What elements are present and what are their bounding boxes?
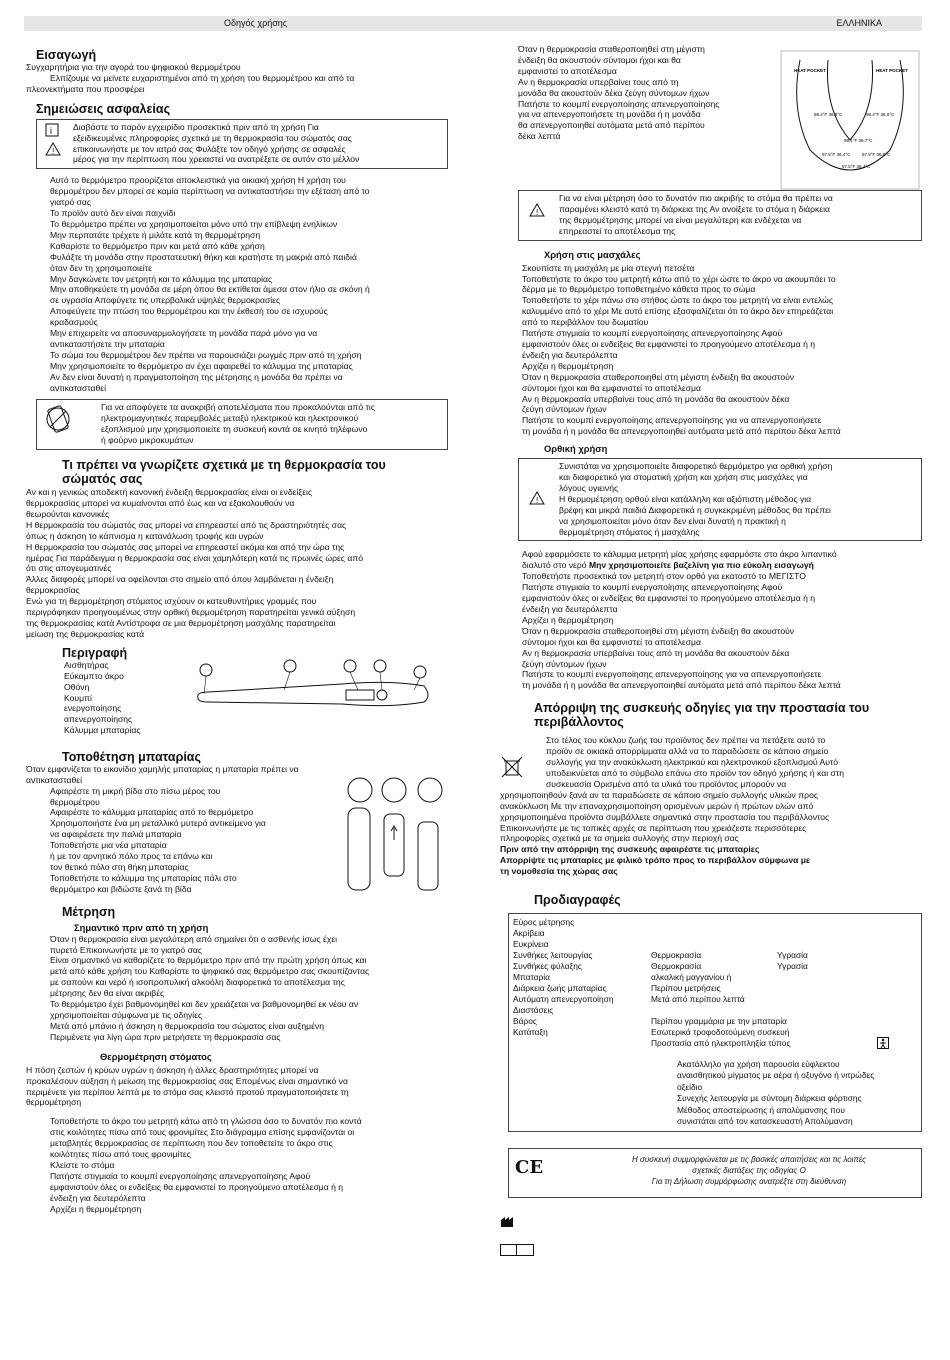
safety-note-line: μέρος για την περίπτωση που χρειαστεί να ανατρέξετε σε αυτόν στο μέλλον <box>73 154 360 165</box>
bold-line: Πριν από την απόρριψη της συσκευής αφαιρέστε τις μπαταρίες <box>500 844 760 855</box>
spec-cell: Αυτόματη απενεργοποίηση <box>513 994 614 1005</box>
text-line: από το περιβάλλον του δωματίου <box>522 317 649 328</box>
text-line: γιατρό σας <box>50 197 92 208</box>
spec-cell: Υγρασία <box>777 950 808 961</box>
text-line: Όταν η θερμοκρασία είναι μεγαλύτερη από σημαίνει ότι ο ασθενής ίσως έχει <box>50 933 338 944</box>
text-line: κραδασμούς <box>50 317 98 328</box>
text-line: Επικοινωνήστε με τις τοπικές αρχές σε περίπτωση που χρειάζεστε περισσότερες <box>500 822 807 833</box>
text-line: Εύκαμπτο άκρο <box>64 670 124 681</box>
text-line: τη μονάδα ή η μονάδα θα απενεργοποιηθεί αυτόματα μετά από περίπου δέκα λεπτά <box>522 426 841 437</box>
safety-note-line: Διαβάστε το παρόν εγχειρίδιο προσεκτικά πριν από τη χρήση Για <box>73 121 319 132</box>
spec-cell: Περίπου μετρήσεις <box>651 983 721 994</box>
text-line: βρέφη και μικρά παιδιά Διαφορετικά η συγκεκριμένη μέθοδος θα πρέπει <box>559 504 831 515</box>
text-line: σύντομοι ήχοι και θα εμφανιστεί το αποτέλεσμα <box>522 636 701 647</box>
text-line: και διαφορετικό για στοματική χρήση και χρήση στις μασχάλες για <box>559 472 808 483</box>
rectal-warning <box>518 458 922 541</box>
text-line: ανακύκλωση Με την επαναχρησιμοποίηση ορισμένων μερών ή πρώτων υλών από <box>500 800 814 811</box>
spec-extra-line: αναισθητικού μίγματος με αέρα ή οξυγόνο ή νιτρώδες <box>677 1070 875 1081</box>
text-line: Πατήστε στιγμιαία το κουμπί ενεργοποίησης απενεργοποίησης Αφού <box>522 582 783 593</box>
svg-text:98.4°F 36.9°C: 98.4°F 36.9°C <box>866 112 895 117</box>
spec-cell: Εσωτερικά τροφοδοτούμενη συσκευή <box>651 1027 790 1038</box>
ce-mark: CE <box>515 1157 544 1179</box>
text-line: Η θερμομέτρηση ορθού είναι κατάλληλη και αξιόπιστη μέθοδος για <box>559 493 812 504</box>
left-column <box>26 42 448 1215</box>
manufacturer-icon <box>500 1216 514 1228</box>
text-line: Συνιστάται να χρησιμοποιείτε διαφορετικό θερμόμετρο για ορθική χρήση <box>559 461 833 472</box>
specs-title: Προδιαγραφές <box>534 893 621 908</box>
rectal-title: Ορθική χρήση <box>544 443 608 455</box>
safety-note-line: εξειδικευμένες πληροφορίες σχετικά με τη θερμοκρασία του σώματός σας <box>73 132 352 143</box>
text-line: ότι στις απογευματινές <box>26 563 112 574</box>
text-line: δέρμα με το θερμόμετρο τοποθετημένο κάθετα προς το σώμα <box>522 284 756 295</box>
safety-title: Σημειώσεις ασφαλείας <box>36 101 171 116</box>
ce-text: Η συσκευή συμμορφώνεται με τις βασικές απαιτήσεις και τις λοιπές σχετικές διατάξεις της οδηγίας Ο Για τη Δήλωση συμμόρφωσης ανατρέξτε στη διεύθυνση <box>632 1155 866 1187</box>
svg-text:97.5°F 36.4°C: 97.5°F 36.4°C <box>842 164 871 169</box>
text-line: σε υγρασία Αποφύγετε τις υπερβολικά υψηλές θερμοκρασίες <box>50 295 281 306</box>
battery-block <box>26 786 448 895</box>
intro-line: πλεονεκτήματα που προσφέρει <box>26 83 145 94</box>
text-line: μέτρησης δεν θα είναι ακριβές <box>50 988 165 999</box>
heat-pocket-label-right: HEAT POCKET <box>876 68 908 73</box>
spec-cell: Διάρκεια ζωής μπαταρίας <box>513 983 607 994</box>
description-title: Περιγραφή <box>62 645 128 660</box>
spec-cell: Συνθήκες φύλαξης <box>513 961 582 972</box>
text-line: Όταν η θερμοκρασία σταθεροποιηθεί στη μέγιστη ένδειξη θα ακουστούν <box>522 371 795 382</box>
text-line: της θερμοκρασίας κατά Αντίστροφα σε μια θερμομέτρηση μασχάλης παρατηρείται <box>26 617 336 628</box>
rectal-steps: Αφού εφαρμόσετε το κάλυμμα μετρητή μίας χρήσης εφαρμόστε στο άκρο λιπαντικό διαλυτό στο νερό Μην χρησιμοποιείτε βαζελίνη για πιο εύκολη εισαγωγή Τοποθετήστε προσεκτικά τον μετρητή στον ορθό για εκατοστό το ΜΕΓΙΣΤΟ Πατήστε στιγμιαία το κουμπί ενεργοποίησης απενεργοποίησης Αφού εμφανιστούν όλες οι ενδείξεις θα εμφανιστεί το προηγούμενο αποτέλεσμα ή η ένδειξη για δευτερόλεπτα Αρχίζει η θερμομέτρηση Όταν η θερμοκρασία σταθεροποιηθεί στη μέγιστη ένδειξη θα ακουστούν σύντομοι ήχοι και θα εμφανιστεί το αποτέλεσμα Αν η θερμοκρασία υπερβαίνει τους από τη μονάδα θα ακουστούν δέκα ζεύγη σύντομων ήχων Πατήστε το κουμπί ενεργοποίησης απενεργοποίησης για να απενεργοποιήσετε τη μονάδα ή η μονάδα θα απενεργοποιηθεί αυτόματα μετά από περίπου δέκα λεπτά <box>518 549 922 691</box>
text-line: προϊόν σε οικιακά απορρίμματα αλλά να το παραδώσετε σε κάποιο σημείο <box>546 746 829 757</box>
spec-cell: αλκαλική μαγγανίου ή <box>651 972 732 983</box>
text-line: Τοποθετήστε το άκρο του μετρητή κάτω από το χέρι ώστε το άκρο να ακουμπάει το <box>522 273 836 284</box>
disposal-block <box>500 735 922 877</box>
text-line: Η θερμοκρασία του σώματός σας μπορεί να επηρεαστεί ακόμα και από την ώρα της <box>26 541 345 552</box>
intro-title: Εισαγωγή <box>36 48 97 62</box>
spec-row <box>509 950 921 961</box>
text-line: ένδειξη για δευτερόλεπτα <box>522 604 618 614</box>
text-line: με σαπούνι και νερό ή ισοπροπυλική αλκοόλη διαφορετικά το αποτέλεσμα της <box>50 977 345 988</box>
battery-line: Όταν εμφανίζεται το εικονίδιο χαμηλής μπαταρίας η μπαταρία πρέπει να <box>26 763 299 774</box>
text-line: Μην αποθηκεύετε τη μονάδα σε μέρη όπου θα εκτίθεται άμεσα στον ήλιο σε σκόνη ή <box>50 284 370 295</box>
spec-cell: Ευκρίνεια <box>513 939 549 950</box>
battery-title: Τοποθέτηση μπαταρίας <box>62 749 201 764</box>
text-line: μείωση της θερμοκρασίας κατά <box>26 628 145 639</box>
spec-cell: Προστασία από ηλεκτροπληξία τύπος <box>651 1038 791 1049</box>
oral-continued <box>518 44 922 190</box>
text-line: για να απενεργοποιήσετε τη μονάδα ή η μονάδα <box>518 109 701 120</box>
text-line: Αρχίζει η θερμομέτρηση <box>522 614 614 625</box>
text-line: Η θερμοκρασία του σώματός σας μπορεί να επηρεαστεί από τις δραστηριότητές σας <box>26 519 347 530</box>
text-line: Η πόση ζεστών ή κρύων υγρών η άσκηση ή άλλες δραστηριότητες μπορεί να <box>26 1064 319 1075</box>
text-line: Αυτό το θερμόμετρο προορίζεται αποκλειστικά για οικιακή χρήση Η χρήση του <box>50 175 346 186</box>
text-line: Αν η θερμοκρασία υπερβαίνει τους από τη μονάδα θα ακουστούν δέκα <box>522 393 790 404</box>
text-line: Μην επιχειρείτε να αποσυναρμολογήσετε τη μονάδα παρά μόνο για να <box>50 328 318 339</box>
text-line: θεωρούνται κανονικές <box>26 508 110 519</box>
spec-row <box>509 928 921 939</box>
text-line: χρησιμοποιημένα προϊόντα συμβάλλετε σημαντικά στην προστασία του περιβάλλοντος <box>500 811 830 822</box>
thermometer-diagram <box>192 652 432 714</box>
text-line: Αφαιρέστε το κάλυμμα μπαταρίας από το θερμόμετρο <box>50 807 254 818</box>
svg-text:98.1°F 36.7°C: 98.1°F 36.7°C <box>844 138 873 143</box>
text-line: Οθόνη <box>64 681 90 692</box>
text-line: Μην δαγκώνετε τον μετρητή και το κάλυμμα της μπαταρίας <box>50 273 273 284</box>
text-line: πληροφορίες σχετικά με τα σημεία συλλογής στην περιοχή σας <box>500 833 739 844</box>
text-line: να χρησιμοποιείται μόνο όταν δεν είναι δυνατή η πρακτική η <box>559 515 786 526</box>
text-line: μεταβλητές θερμοκρασίας σε περίπτωση που δεν τοποθετείτε το άκρο στις <box>50 1138 333 1149</box>
text-line: σύντομοι ήχοι και θα εμφανιστεί το αποτέλεσμα <box>522 382 701 393</box>
measure-title: Μέτρηση <box>62 904 116 919</box>
text-line: συλλογής για την ανακύκλωση ηλεκτρικού και ηλεκτρονικού εξοπλισμού Αυτό <box>546 757 839 768</box>
text-line: εμφανιστούν όλες οι ενδείξεις θα εμφανιστεί το προηγούμενο αποτέλεσμα ή η <box>522 593 816 604</box>
weee-bin-icon <box>500 755 524 779</box>
spec-cell: Θερμοκρασία <box>651 961 702 972</box>
text-line: Κλείστε το στόμα <box>50 1159 115 1170</box>
text-line: Μην χρησιμοποιείτε το θερμόμετρο αν έχει αφαιρεθεί το κάλυμμα της μπαταρίας <box>50 360 353 371</box>
svg-text:97.5°F 36.4°C: 97.5°F 36.4°C <box>822 152 851 157</box>
text-line: στις κοιλότητες πίσω από τους φρονιμίτες Στο διάγραμμα επίσης εμφανίζονται οι <box>50 1127 355 1138</box>
oral-list <box>26 1065 448 1109</box>
spec-row <box>509 994 921 1005</box>
text-line: Αν και η γενικώς αποδεκτή κανονική ένδειξη θερμοκρασίας είναι οι ενδείξεις <box>26 487 313 498</box>
page-header <box>24 16 922 31</box>
text-line: Είναι σημαντικό να καθαρίζετε το θερμόμετρο πριν από την πρώτη χρήση όπως και <box>50 955 367 966</box>
know-text <box>26 487 448 640</box>
svg-text:98.4°F 36.9°C: 98.4°F 36.9°C <box>814 112 843 117</box>
spec-extra-line: συνιστάται από τον κατασκευαστή Απολύμανση <box>677 1116 853 1127</box>
text-line: Περιμένετε για λίγη ώρα πριν μετρήσετε τη θερμοκρασία σας <box>50 1031 281 1042</box>
bold-line: Απορρίψτε τις μπαταρίες με φιλικό τρόπο προς το περιβάλλον σύμφωνα με <box>500 855 811 866</box>
text-line: Αφαιρέστε τη μικρή βίδα στο πίσω μέρος του <box>50 785 221 796</box>
text-line: εμφανιστεί το αποτέλεσμα <box>518 65 617 76</box>
ce-box <box>508 1148 922 1198</box>
text-line: Πατήστε το κουμπί ενεργοποίησης απενεργοποίησης για να απενεργοποιήσετε <box>522 669 822 680</box>
spec-row <box>509 917 921 928</box>
emi-note-line: Για να αποφύγετε τα ανακριβή αποτελέσματα που προκαλούνται από τις <box>101 402 375 413</box>
text-line: κοιλότητες πίσω από τους φρονιμίτες <box>50 1149 191 1160</box>
svg-text:97.9°F 36.6°C: 97.9°F 36.6°C <box>862 152 891 157</box>
text-line: θερμοκρασίας μπορεί να κυμαίνονται από έως και να εξακολουθούν να <box>26 498 295 508</box>
mobile-phone-icon <box>45 405 71 435</box>
svg-text:i: i <box>50 125 52 136</box>
spec-cell: Θερμοκρασία <box>651 950 702 961</box>
text-line: Κουμπί <box>64 692 92 703</box>
text-line: ή με τον αρνητικό πόλο προς τα επάνω και <box>50 851 213 862</box>
rectal-list <box>522 571 922 691</box>
svg-text:!: ! <box>536 496 539 506</box>
text-line: Μετά από μπάνιο ή άσκηση η θερμοκρασία του σώματος είναι αυξημένη <box>50 1020 325 1031</box>
battery-line: αντικατασταθεί <box>26 774 83 785</box>
bold-line: τη νομοθεσία της χώρας σας <box>500 866 618 877</box>
text-line: Το προϊόν αυτό δεν είναι παιχνίδι <box>50 208 176 219</box>
text-line: θερμομέτρου δεν μπορεί σε καμία περίπτωση να αντικαταστήσει την εξέταση από το <box>50 186 370 197</box>
text-line: Πατήστε το κουμπί ενεργοποίησης απενεργοποίησης για να απενεργοποιήσετε <box>522 415 822 426</box>
warning-icon <box>45 142 61 156</box>
text-line: Σκουπίστε τη μασχάλη με μία στεγνή πετσέτα <box>522 262 695 273</box>
armpit-list <box>518 263 922 438</box>
safety-note-box <box>36 119 448 170</box>
text-line: Τοποθετήστε μια νέα μπαταρία <box>50 840 167 851</box>
header-left: Οδηγός χρήσης <box>224 18 288 28</box>
spec-cell: Βάρος <box>513 1016 537 1027</box>
text-line: ζεύγη σύντομων ήχων <box>522 404 607 415</box>
mouth-closed-warning: ! Για να είναι μέτρηση όσο το δυνατόν πιο ακριβής το στόμα θα πρέπει να παραμένει κλειστό κατά τη διάρκεια της Αν ανοίξετε το στόμα η διάρκεια της θερμομέτρησης μπορεί να είναι μεγαλύτερη και ενδέχεται να επηρεαστεί το αποτέλεσμα της <box>518 190 922 241</box>
mouth-diagram <box>780 50 920 190</box>
text-line: αντικαταστήσετε την μπαταρία <box>50 338 165 349</box>
heat-pocket-label-left: HEAT POCKET <box>794 68 826 73</box>
svg-text:!: ! <box>536 208 539 217</box>
intro-line: Ελπίζουμε να μείνετε ευχαριστημένοι από τη χρήση του θερμομέτρου και από τα <box>50 72 355 83</box>
text-line: Αρχίζει η θερμομέτρηση <box>50 1203 142 1214</box>
spec-row <box>509 983 921 994</box>
oral-steps <box>26 1116 448 1214</box>
spec-cell: Ακρίβεια <box>513 928 545 939</box>
text-line: Πατήστε στιγμιαία το κουμπί ενεργοποίησης απενεργοποίησης Αφού <box>50 1170 311 1181</box>
intro-text <box>26 62 448 95</box>
svg-text:!: ! <box>52 146 55 156</box>
warning-icon <box>529 491 545 505</box>
text-line: χρησιμοποιείται σύμφωνα με τις οδηγίες <box>50 1010 203 1020</box>
emi-note-line: εξοπλισμού μην χρησιμοποιείτε τη συσκευή κοντά σε κινητό τηλέφωνο <box>101 424 368 435</box>
spec-cell: Υγρασία <box>777 961 808 972</box>
text-line: Αισθητήρας <box>64 659 109 670</box>
text-line: θα απενεργοποιηθεί αυτόματα μετά από περίπου <box>518 120 705 131</box>
text-line: Αν η θερμοκρασία υπερβαίνει τους από τη μονάδα θα ακουστούν δέκα <box>522 647 790 658</box>
description-block <box>26 660 448 740</box>
intro-line: Συγχαρητήρια για την αγορά του ψηφιακού θερμομέτρου <box>26 62 241 72</box>
text-line: τον θετικό πόλο στη θήκη μπαταρίας <box>50 861 189 872</box>
measure-list <box>26 934 448 1043</box>
text-line: Φυλάξτε τη μονάδα στην προστατευτική θήκη και κρατήστε τη μακριά από παιδιά <box>50 251 357 262</box>
text-line: εμφανιστούν όλες οι ενδείξεις θα εμφανιστεί το προηγούμενο αποτέλεσμα ή η <box>50 1181 344 1192</box>
text-line: Αν η θερμοκρασία υπερβαίνει τους από τη <box>518 76 679 87</box>
spec-cell: Μπαταρία <box>513 972 550 983</box>
text-line: ημέρας Για παράδειγμα η θερμοκρασία σας είναι χαμηλότερη κατά τις πρωινές ώρες από <box>26 552 363 563</box>
text-line: Τοποθετήστε το άκρο του μετρητή κάτω από τη γλώσσα όσο το δυνατόν πιο κοντά <box>50 1116 362 1127</box>
spec-row <box>509 1016 921 1027</box>
text-line: Το θερμόμετρο πρέπει να χρησιμοποιείται μόνο υπό την επίβλεψη ενηλίκων <box>50 218 338 229</box>
text-line: συσκευασία Ορισμένα από τα υλικά του προϊόντος μπορούν να <box>546 778 787 789</box>
spec-row <box>509 1027 921 1038</box>
spec-row <box>509 961 921 972</box>
text-line: εμφανιστούν όλες οι ενδείξεις θα εμφανιστεί το προηγούμενο αποτέλεσμα ή η <box>522 338 816 349</box>
text-line: πυρετό Επικοινωνήστε με το γιατρό σας <box>50 944 203 955</box>
text-line: αντικατασταθεί <box>50 382 107 393</box>
text-line: τη μονάδα ή η μονάδα θα απενεργοποιηθεί αυτόματα μετά από περίπου δέκα λεπτά <box>522 680 841 691</box>
text-line: Στο τέλος του κύκλου ζωής του προϊόντος δεν πρέπει να πετάξετε αυτό το <box>546 735 826 746</box>
text-line: όταν δεν τη χρησιμοποιείτε <box>50 262 152 273</box>
text-line: Όταν η θερμοκρασία σταθεροποιηθεί στη μέγιστη <box>518 44 705 54</box>
text-line: όπως η άσκηση το κάπνισμα η κατανάλωση τροφής και υγρών <box>26 530 264 541</box>
text-line: Πατήστε το κουμπί ενεργοποίησης απενεργοποίησης <box>518 98 720 109</box>
spec-cell: Συνθήκες λειτουργίας <box>513 950 593 961</box>
text-line: μετά από κάθε χρήση του Καθαρίστε το ψηφιακό σας θερμόμετρο σας σκουπίζοντας <box>50 966 370 977</box>
type-bf-icon <box>877 1037 889 1049</box>
know-title: Τι πρέπει να γνωρίζετε σχετικά με τη θερμοκρασία του σώματός σας <box>62 458 386 487</box>
right-column <box>500 44 922 1256</box>
text-line: Αρχίζει η θερμομέτρηση <box>522 360 614 371</box>
text-line: θερμοκρασίας <box>26 585 80 596</box>
text-line: Τοποθετήστε το χέρι πάνω στο στήθος ώστε το άκρο του μετρητή να είναι εντελώς <box>522 295 833 306</box>
spec-row <box>509 939 921 950</box>
spec-cell: Μετά από περίπου λεπτά <box>651 994 745 1005</box>
text-line: Τοποθετήστε το κάλυμμα της μπαταρίας πάλι στο <box>50 872 237 883</box>
text-line: ένδειξη για δευτερόλεπτα <box>522 349 618 360</box>
spec-row <box>509 1038 921 1049</box>
text-line: προκαλέσουν αύξηση ή μείωση της θερμοκρασίας σας Επομένως είναι σημαντικό να <box>26 1075 348 1086</box>
spec-cell: Κατάταξη <box>513 1027 548 1038</box>
text-line: θερμομέτρου <box>50 796 100 807</box>
text-line: Κάλυμμα μπαταρίας <box>64 725 141 736</box>
safety-list <box>26 175 448 393</box>
text-line: Χρησιμοποιήστε ένα μη μεταλλικό μυτερό αντικείμενο για <box>50 818 266 829</box>
text-line: Το θερμόμετρο έχει βαθμονομηθεί και δεν χρειάζεται να βαθμονομηθεί εκ νέου αν <box>50 999 359 1010</box>
text-line: ενεργοποίησης <box>64 703 122 714</box>
text-line: χρησιμοποιηθούν ξανά αν τα παραδώσετε σε κάποιο σημείο συλλογής υλικών προς <box>500 789 818 800</box>
battery-diagram <box>332 764 452 894</box>
specs-table <box>508 913 922 1132</box>
emi-note-line: ή φούρνο μικροκυμάτων <box>101 435 194 446</box>
text-line: Όταν η θερμοκρασία σταθεροποιηθεί στη μέγιστη ένδειξη θα ακουστούν <box>522 625 795 636</box>
text-line: μονάδα θα ακουστούν δέκα ζεύγη σύντομων ήχων <box>518 87 710 98</box>
text-line: να αφαιρέσετε την παλιά μπαταρία <box>50 829 182 840</box>
oral-title: Θερμομέτρηση στόματος <box>100 1050 212 1062</box>
disposal-title: Απόρριψη της συσκευής οδηγίες για την προστασία του περιβάλλοντος <box>534 701 870 730</box>
text-line: ζεύγη σύντομων ήχων <box>522 658 607 669</box>
text-line: Άλλες διαφορές μπορεί να οφείλονται στο σημείο από όπου λαμβάνεται η ένδειξη <box>26 574 334 585</box>
text-line: περιμένετε για περίπου λεπτά με το στόμα σας κλειστό προτού πραγματοποιήσετε τη <box>26 1086 349 1097</box>
text-line: λόγους υγιεινής <box>559 482 619 493</box>
spec-row <box>509 1005 921 1016</box>
spec-extra-line: οξείδιο <box>677 1081 703 1092</box>
manual-icon <box>45 123 61 137</box>
text-line: Καθαρίστε το θερμόμετρο πριν και μετά από κάθε χρήση <box>50 240 265 251</box>
header-right: ΕΛΛΗΝΙΚΑ <box>836 18 882 28</box>
important-subtitle: Σημαντικό πριν από τη χρήση <box>74 921 209 933</box>
text-line: Το σώμα του θερμομέτρου δεν πρέπει να παρουσιάζει ρωγμές πριν από τη χρήση <box>50 349 362 360</box>
text-line: περιγράφηκαν προηγουμένως στην ορθική θερμομέτρηση παρατηρείται γενικά αύξηση <box>26 607 356 618</box>
version-box <box>500 1244 534 1256</box>
spec-extra-line: Ακατάλληλο για χρήση παρουσία εύφλεκτου <box>677 1059 840 1070</box>
spec-cell: Διαστάσεις <box>513 1005 554 1016</box>
text-line: Πατήστε στιγμιαία το κουμπί ενεργοποίησης απενεργοποίησης Αφού <box>522 328 783 339</box>
text-line: υποδεικνύεται από το σύμβολο επάνω στο προϊόν τον οδηγό χρήσης ή και στη <box>546 767 844 778</box>
spec-row <box>509 972 921 983</box>
armpit-title: Χρήση στις μασχάλες <box>544 248 641 260</box>
safety-note-line: επικοινωνήστε με τον ιατρό σας Φυλάξτε τον οδηγό χρήσης σε ασφαλές <box>73 143 346 154</box>
text-line: ένδειξη θα ακουστούν σύντομοι ήχοι και θα <box>518 54 681 65</box>
spec-cell: Εύρος μέτρησης <box>513 917 575 928</box>
emi-note-box <box>36 399 448 450</box>
warning-icon <box>529 203 545 217</box>
text-line: θερμόμετρο και βιδώστε ξανά τη βίδα <box>50 883 192 894</box>
text-line: Ενώ για τη θερμομέτρηση στόματος ισχύουν οι κατευθυντήριες γραμμές που <box>26 596 317 607</box>
text-line: απενεργοποίησης <box>64 714 133 725</box>
text-line: δέκα λεπτά <box>518 131 561 142</box>
text-line: θερμομέτρηση στόματος ή μασχάλης <box>559 526 700 537</box>
text-line: ένδειξη για δευτερόλεπτα <box>50 1192 146 1203</box>
spec-cell: Περίπου γραμμάρια με την μπαταρία <box>651 1016 787 1027</box>
spec-extra-line: Συνεχής λειτουργία με σύντομη διάρκεια φόρτισης <box>677 1093 862 1104</box>
text-line: καλυμμένο από το χέρι Με αυτό επίσης εξασφαλίζεται ότι το άκρο δεν επηρεάζεται <box>522 306 834 317</box>
text-line: Μην περπατάτε τρέχετε ή μιλάτε κατά τη θερμομέτρηση <box>50 229 261 240</box>
text-line: Αν δεν είναι δυνατή η πραγματοποίηση της μέτρησης η μονάδα θα πρέπει να <box>50 371 343 382</box>
emi-note-line: ηλεκτρομαγνητικές παρεμβολές μεταξύ ηλεκτρικού και ηλεκτρονικού <box>101 413 359 424</box>
spec-extra-line: Μέθοδος αποστείρωσης ή απολύμανσης που <box>677 1104 845 1115</box>
text-line: Τοποθετήστε προσεκτικά τον μετρητή στον ορθό για εκατοστό το ΜΕΓΙΣΤΟ <box>522 571 806 582</box>
text-line: θερμομέτρηση <box>26 1097 82 1108</box>
text-line: Αποφεύγετε την πτώση του θερμομέτρου και την έκθεσή του σε ισχυρούς <box>50 306 328 317</box>
